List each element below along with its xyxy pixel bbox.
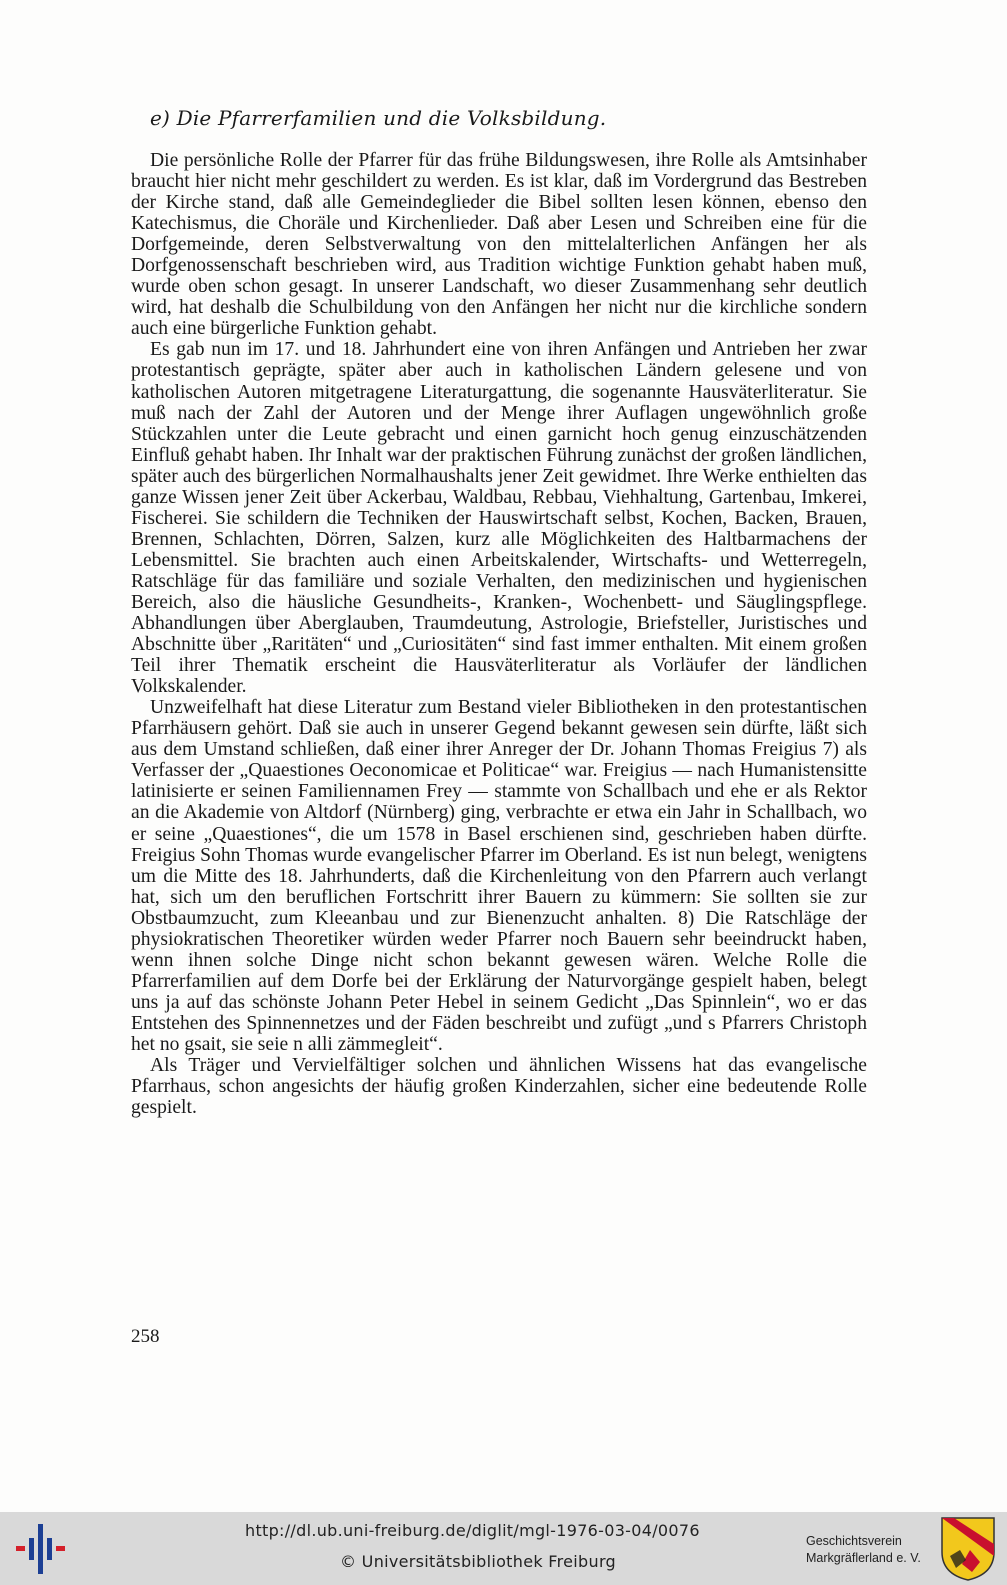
paragraph-1: Die persönliche Rolle der Pfarrer für das frühe Bildungswesen, ihre Rolle als Amtsinhaber braucht hier nicht mehr geschildert zu werden. Es ist klar, daß im Vordergrund das Bestreben der Kirche stand, daß alle Gemeindeglieder die Bibel sollten lesen können, ebenso den Katechismus, die Choräle und Kirchenlieder. Daß aber Lesen und Schreiben eine für die Dorfgemeinde, deren Selbstverwaltung von den mittelalterlichen Anfängen her als Dorfgenossenschaft beschrieben wird, aus Tradition wichtige Funktion gehabt haben muß, wurde oben schon gesagt. In unserer Landschaft, wo dieser Zusammenhang sehr deutlich wird, hat deshalb die Schulbildung von den Anfängen her nicht nur die kirchliche sondern auch eine bürgerliche Funktion gehabt. [131,150,867,340]
footer-bar [0,1512,1007,1585]
society-name-line1: Geschichtsverein [806,1534,902,1548]
permalink-url[interactable]: http://dl.ub.uni-freiburg.de/diglit/mgl-1976-03-04/0076 [245,1521,700,1540]
coat-of-arms-icon [940,1516,996,1582]
library-logo-icon [14,1522,70,1576]
society-name-line2: Markgräflerland e. V. [806,1551,921,1565]
page-number: 258 [131,1326,160,1347]
paragraph-3: Unzweifelhaft hat diese Literatur zum Bestand vieler Bibliotheken in den protestantischen Pfarrhäusern gehört. Daß sie auch in unserer Gegend bekannt gewesen sein dürfte, läßt sich aus dem Umstand schließen, daß einer ihrer Anreger der Dr. Johann Thomas Freigius 7) als Verfasser der „Quaestiones Oeconomicae et Politicae“ war. Freigius — nach Humanistensitte latinisierte er seinen Familiennamen Frey — stammte von Schallbach und ehe er als Rektor an die Akademie von Altdorf (Nürnberg) ging, verbrachte er etwa ein Jahr in Schallbach, wo er seine „Quaestiones“, die um 1578 in Basel erschienen sind, geschrieben haben dürfte. Freigius Sohn Thomas wurde evangelischer Pfarrer im Oberland. Es ist nun belegt, wenigtens um die Mitte des 18. Jahrhunderts, daß die Kirchenleitung von den Pfarrern auch verlangt hat, sich um den beruflichen Fortschritt ihrer Bauern zu kümmern: Sie sollten sie zur Obstbaumzucht, zum Kleeanbau und zur Bienenzucht anhalten. 8) Die Ratschläge der physiokratischen Theoretiker würden weder Pfarrer noch Bauern sehr beeindruckt haben, wenn ihnen solche Dinge nicht schon bekannt gewesen wären. Welche Rolle die Pfarrerfamilien auf dem Dorfe bei der Erklärung der Naturvorgänge gespielt haben, belegt uns ja auf das schönste Johann Peter Hebel in seinem Gedicht „Das Spinnlein“, wo er das Entstehen des Spinnennetzes und der Fäden beschreibt und zufügt „und s Pfarrers Christoph het no gsait, sie seie n alli zämmegleit“. [131,697,867,1055]
paragraph-4: Als Träger und Vervielfältiger solchen und ähnlichen Wissens hat das evangelische Pfarrhaus, schon angesichts der häufig großen Kinderzahlen, sicher eine bedeutende Rolle gespielt. [131,1055,867,1119]
body-text [131,150,867,1118]
section-heading: e) Die Pfarrerfamilien und die Volksbildung. [150,106,607,130]
paragraph-2: Es gab nun im 17. und 18. Jahrhundert eine von ihren Anfängen und Antrieben her zwar protestantisch geprägte, später aber auch in katholischen Ländern gelesene und von katholischen Autoren mitgetragene Literaturgattung, die sogenannte Hausväterliteratur. Sie muß nach der Zahl der Autoren und der Menge ihrer Auflagen ungewöhnlich große Stückzahlen unter die Leute gebracht und einen garnicht hoch genug einzuschätzenden Einfluß gehabt haben. Ihr Inhalt war der praktischen Führung zunächst der großen ländlichen, später auch des bürgerlichen Normalhaushalts jener Zeit gewidmet. Ihre Werke enthielten das ganze Wissen jener Zeit über Ackerbau, Waldbau, Rebbau, Viehhaltung, Gartenbau, Imkerei, Fischerei. Sie schildern die Techniken der Hauswirtschaft selbst, Kochen, Backen, Brauen, Brennen, Schlachten, Dörren, Salzen, kurz alle Möglichkeiten des Haltbarmachens der Lebensmittel. Sie brachten auch einen Arbeitskalender, Wirtschafts- und Wetterregeln, Ratschläge für das familiäre und soziale Verhalten, den medizinischen und hygienischen Bereich, also die häusliche Gesundheits-, Kranken-, Wochenbett- und Säuglingspflege. Abhandlungen über Aberglauben, Traumdeutung, Astrologie, Briefsteller, Juristisches und Abschnitte über „Raritäten“ und „Curiositäten“ sind fast immer enthalten. Mit einem großen Teil ihrer Thematik erscheint die Hausväterliteratur als Vorläufer der ländlichen Volkskalender. [131,339,867,698]
society-name [806,1533,936,1567]
copyright-notice: © Universitätsbibliothek Freiburg [340,1552,616,1571]
